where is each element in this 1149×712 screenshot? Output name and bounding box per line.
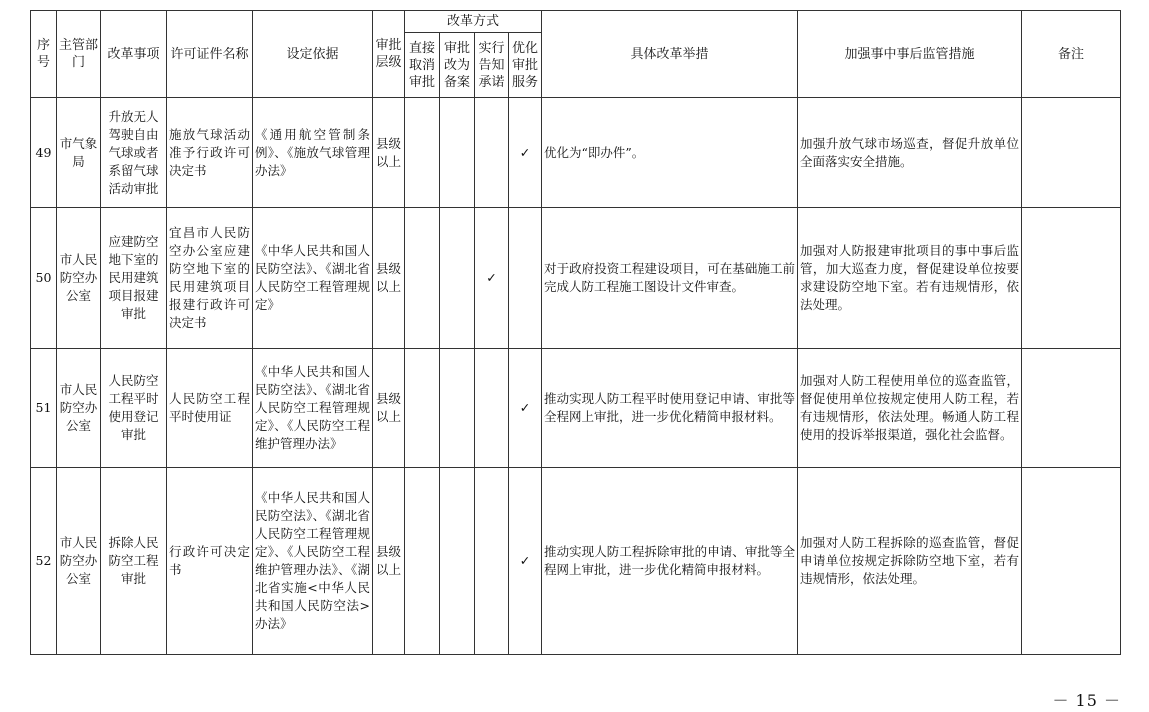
row-notify-commit	[475, 349, 509, 468]
row-seq: 50	[31, 208, 57, 349]
header-seq: 序号	[31, 11, 57, 98]
row-basis: 《中华人民共和国人民防空法》、《湖北省人民防空工程管理规定》、《人民防空工程维护管理办法》、《湖北省实施<中华人民共和国人民防空法>办法》	[253, 468, 373, 655]
header-measures: 具体改革举措	[542, 11, 798, 98]
row-notify-commit	[475, 98, 509, 208]
header-level: 审批层级	[373, 11, 405, 98]
check-mark-icon: ✓	[475, 208, 509, 349]
row-direct-cancel	[405, 98, 440, 208]
row-measures: 推动实现人防工程平时使用登记申请、审批等全程网上审批，进一步优化精简申报材料。	[542, 349, 798, 468]
header-dept: 主管部门	[57, 11, 101, 98]
row-item: 拆除人民防空工程审批	[101, 468, 167, 655]
row-supervision: 加强对人防工程拆除的巡查监管，督促申请单位按规定拆除防空地下室，若有违规情形，依法处理。	[798, 468, 1022, 655]
row-dept: 市人民防空办公室	[57, 208, 101, 349]
header-to-filing: 审批改为备案	[440, 33, 475, 98]
row-seq: 49	[31, 98, 57, 208]
table-row	[31, 98, 1121, 208]
row-remark	[1022, 468, 1121, 655]
row-level: 县级以上	[373, 98, 405, 208]
row-supervision: 加强对人防工程使用单位的巡查监管，督促使用单位按规定使用人防工程，若有违规情形，依法处理。畅通人防工程使用的投诉举报渠道，强化社会监督。	[798, 349, 1022, 468]
row-optimize	[509, 208, 542, 349]
row-basis: 《中华人民共和国人民防空法》、《湖北省人民防空工程管理规定》	[253, 208, 373, 349]
check-mark-icon: ✓	[509, 98, 542, 208]
check-mark-icon: ✓	[509, 349, 542, 468]
row-level: 县级以上	[373, 468, 405, 655]
row-license: 宜昌市人民防空办公室应建防空地下室的民用建筑项目报建行政许可决定书	[167, 208, 253, 349]
page-number: － 15 －	[1052, 691, 1121, 710]
row-direct-cancel	[405, 208, 440, 349]
row-direct-cancel	[405, 468, 440, 655]
row-to-filing	[440, 349, 475, 468]
row-remark	[1022, 208, 1121, 349]
header-license: 许可证件名称	[167, 11, 253, 98]
header-optimize: 优化审批服务	[509, 33, 542, 98]
row-measures: 对于政府投资工程建设项目，可在基础施工前完成人防工程施工图设计文件审查。	[542, 208, 798, 349]
row-remark	[1022, 98, 1121, 208]
header-item: 改革事项	[101, 11, 167, 98]
row-notify-commit	[475, 468, 509, 655]
row-basis: 《通用航空管制条例》、《施放气球管理办法》	[253, 98, 373, 208]
row-to-filing	[440, 208, 475, 349]
header-reform-group: 改革方式	[405, 11, 542, 33]
row-supervision: 加强对人防报建审批项目的事中事后监管，加大巡查力度，督促建设单位按要求建设防空地下室。若有违规情形，依法处理。	[798, 208, 1022, 349]
header-supervision: 加强事中事后监管措施	[798, 11, 1022, 98]
table-row	[31, 349, 1121, 468]
row-dept: 市人民防空办公室	[57, 349, 101, 468]
header-basis: 设定依据	[253, 11, 373, 98]
table-row	[31, 208, 1121, 349]
row-license: 行政许可决定书	[167, 468, 253, 655]
row-supervision: 加强升放气球市场巡查，督促升放单位全面落实安全措施。	[798, 98, 1022, 208]
row-level: 县级以上	[373, 208, 405, 349]
row-to-filing	[440, 468, 475, 655]
header-direct-cancel: 直接取消审批	[405, 33, 440, 98]
row-basis: 《中华人民共和国人民防空法》、《湖北省人民防空工程管理规定》、《人民防空工程维护管理办法》	[253, 349, 373, 468]
table-row	[31, 468, 1121, 655]
row-measures: 推动实现人防工程拆除审批的申请、审批等全程网上审批，进一步优化精简申报材料。	[542, 468, 798, 655]
row-seq: 52	[31, 468, 57, 655]
header-notify-commit: 实行告知承诺	[475, 33, 509, 98]
header-remark: 备注	[1022, 11, 1121, 98]
row-direct-cancel	[405, 349, 440, 468]
row-remark	[1022, 349, 1121, 468]
row-to-filing	[440, 98, 475, 208]
check-mark-icon: ✓	[509, 468, 542, 655]
row-dept: 市气象局	[57, 98, 101, 208]
row-license: 施放气球活动准予行政许可决定书	[167, 98, 253, 208]
row-item: 应建防空地下室的民用建筑项目报建审批	[101, 208, 167, 349]
row-item: 升放无人驾驶自由气球或者系留气球活动审批	[101, 98, 167, 208]
row-license: 人民防空工程平时使用证	[167, 349, 253, 468]
reform-table	[30, 10, 1121, 655]
row-item: 人民防空工程平时使用登记审批	[101, 349, 167, 468]
row-level: 县级以上	[373, 349, 405, 468]
row-dept: 市人民防空办公室	[57, 468, 101, 655]
row-seq: 51	[31, 349, 57, 468]
row-measures: 优化为“即办件”。	[542, 98, 798, 208]
